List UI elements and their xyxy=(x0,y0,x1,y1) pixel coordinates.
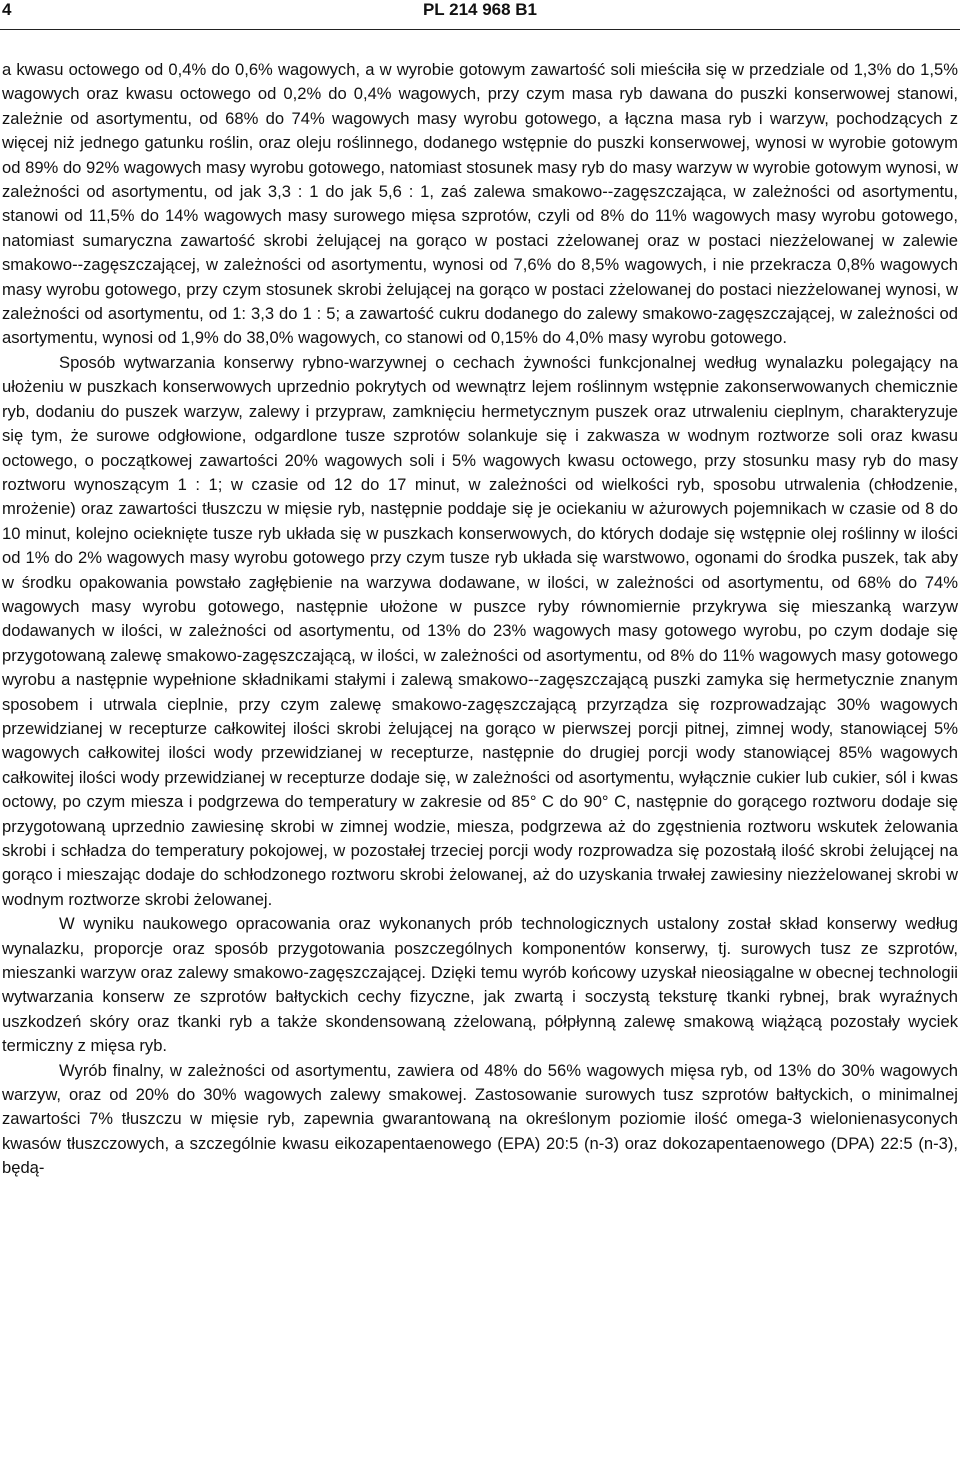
page-header xyxy=(0,0,960,30)
paragraph-final-product: Wyrób finalny, w zależności od asortymentu, zawiera od 48% do 56% wagowych mięsa ryb, od 13% do 30% wagowych warzyw, oraz od 20% do 30% wagowych zalewy smakowej. Zastosowanie surowych tusz szprotów bałtyckich, o minimalnej zawartości 7% tłuszczu w mięsie ryb, zapewnia gwarantowaną na określonym poziomie ilość omega-3 wielonienasyconych kwasów tłuszczowych, a szczególnie kwasu eikozapentaenowego (EPA) 20:5 (n-3) oraz dokozapentaenowego (DPA) 22:5 (n-3), będą- xyxy=(2,1060,958,1178)
patent-id: PL 214 968 B1 xyxy=(422,0,538,19)
paragraph-continuation: a kwasu octowego od 0,4% do 0,6% wagowych, a w wyrobie gotowym zawartość soli mieściła się w przedziale od 1,3% do 1,5% wagowych oraz kwasu octowego od 0,2% do 0,4% wagowych, przy czym masa ryb dawana do puszki konserwowej stanowi, zależnie od asortymentu, od 68% do 74% wagowych masy wyrobu gotowego, a łączna masa ryb i warzyw, pochodzących z więcej niż jednego gatunku roślin, oraz oleju roślinnego, dodanego wstępnie do puszki konserwowej, wynosi w wyrobie gotowym od 89% do 92% wagowych masy wyrobu gotowego, natomiast stosunek masy ryb do masy warzyw w wyrobie gotowym wynosi, w zależności od asortymentu, od jak 3,3 : 1 do jak 5,6 : 1, zaś zalewa smakowo--zagęszczająca, w zależności od asortymentu, stanowi od 11,5% do 14% wagowych masy surowego mięsa szprotów, czyli od 8% do 11% wagowych masy wyrobu gotowego, natomiast sumaryczna zawartość skrobi żelującej na gorąco w postaci zżelowanej oraz w postaci niezżelowanej w zalewie smakowo--zagęszczającej, w zależności od asortymentu, wynosi od 7,6% do 8,5% wagowych, i nie przekracza 0,8% wagowych masy wyrobu gotowego, przy czym stosunek skrobi żelującej na gorąco w postaci zżelowanej do postaci niezżelowanej wynosi, w zależności od asortymentu, od 1: 3,3 do 1 : 5; a zawartość cukru dodanego do zalewy smakowo-zagęszczającej, w zależności od asortymentu, wynosi od 1,9% do 38,0% wagowych, co stanowi od 0,15% do 4,0% masy wyrobu gotowego. xyxy=(2,60,958,348)
paragraph-research: W wyniku naukowego opracowania oraz wykonanych prób technologicznych ustalony został skład konserwy według wynalazku, proporcje oraz sposób przygotowania poszczególnych komponentów konserwy, tj. surowych tusz ze szprotów, mieszanki warzyw oraz zalewy smakowo-zagęszczającej. Dzięki temu wyrób końcowy uzyskał nieosiągalne w obecnej technologii wytwarzania konserw ze szprotów bałtyckich cechy fizyczne, jak zwartą i soczystą teksturę tkanki rybnej, brak wyraźnych uszkodzeń skóry oraz tkanki ryb a także skondensowaną zżelowaną, półpłynną zalewę smakową wiążącą pozostały wyciek termiczny z mięsa ryb. xyxy=(2,914,958,1056)
document-body xyxy=(2,58,958,1181)
paragraph-method: Sposób wytwarzania konserwy rybno-warzywnej o cechach żywności funkcjonalnej według wynalazku polegający na ułożeniu w puszkach konserwowych uprzednio pokrytych od wewnątrz lejem roślinnym wstępnie zakonserwowanych chemicznie ryb, dodaniu do puszek warzyw, zalewy i przyprаw, zamknięciu hermetycznym puszek oraz utrwaleniu cieplnym, charakteryzuje się tym, że surowe odgłowione, odgardlone tusze szprotów solankuje się i zakwasza w wodnym roztworze soli oraz kwasu octowego, o początkowej zawartości 20% wagowych soli i 5% wagowych kwasu octowego, przy stosunku masy ryb do masy roztworu wynoszącym 1 : 1; w czasie od 12 do 17 minut, w zależności od wielkości ryb, sposobu utrwalenia (chłodzenie, mrożenie) oraz zawartości tłuszczu w mięsie ryb, następnie poddaje się je ociekaniu w ażurowych pojemnikach w czasie od 8 do 10 minut, kolejno ociekniętе tusze ryb układa się w puszkach konserwowych, do których dodaje się wstępnie olej roślinny w ilości od 1% do 2% wagowych masy wyrobu gotowego przy czym tusze ryb układa się warstwowo, ogonami do środka puszek, tak aby w środku opakowania powstało zagłębienie na warzywa dodawane, w ilości, w zależności od asortymentu, od 68% do 74% wagowych masy wyrobu gotowego, następnie ułożone w puszce ryby równomiernie przykrywa się mieszanką warzyw dodawanych w ilości, w zależności od asortymentu, od 13% do 23% wagowych masy gotowego wyrobu, po czym dodaje się przygotowaną zalewę smakowo-zagęszczającą, w ilości, w zależności od asortymentu, od 8% do 11% wagowych masy gotowego wyrobu a następnie wypełnione składnikami stałymi i zalewą smakowo--zagęszczającą puszki zamyka się hermetycznie znanym sposobem i utrwala cieplnie, przy czym zalewę smakowo-zagęszczającą przyrządza się rozprowadzając 30% wagowych przewidzianej w recepturze całkowitej ilości skrobi żelującej na gorąco w pierwszej porcji pitnej, zimnej wody, stanowiącej 5% wagowych całkowitej ilości wody przewidzianej w recepturze, następnie do drugiej porcji wody stanowiącej 85% wagowych całkowitej ilości wody przewidzianej w recepturze dodaje się, w zależności od asortymentu, wyłącznie cukier lub cukier, sól i kwas octowy, po czym miesza i podgrzewa do temperatury w zakresie od 85° C do 90° C, następnie do gorącego roztworu dodaje się przygotowaną uprzednio zawiesinę skrobi w zimnej wodzie, miesza, podgrzewa aż do zgęstnienia roztworu wskutek żelowania skrobi i schładza do temperatury pokojowej, w pozostałej trzeciej porcji wody rozprowadza się pozostałą ilość skrobi żelującej na gorąco i mieszając dodaje do schłodzonego roztworu skrobi żelowanej, aż do uzyskania trwałej zawiesiny niezżelowanej skrobi w wodnym roztworze skrobi żelowanej. xyxy=(2,352,958,909)
header-divider xyxy=(0,29,960,30)
page-number: 4 xyxy=(2,0,12,19)
